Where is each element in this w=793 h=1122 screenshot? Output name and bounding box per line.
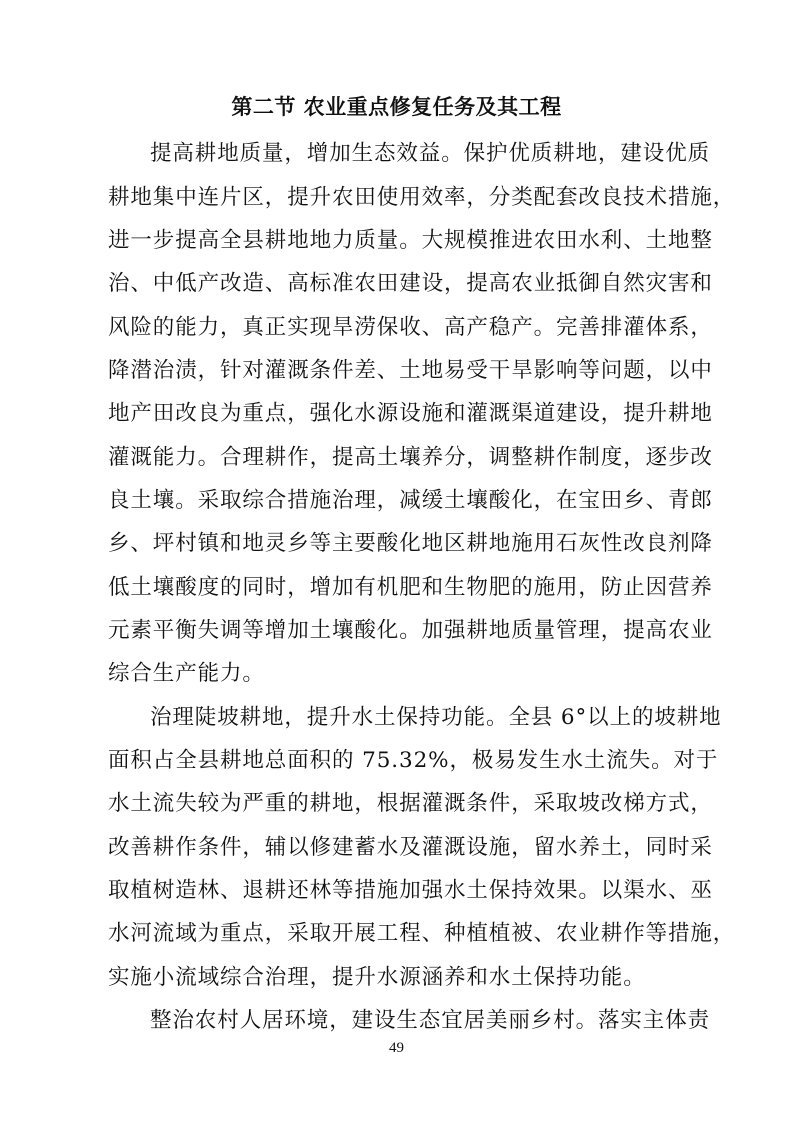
paragraph-line: 改善耕作条件，辅以修建蓄水及灌溉设施，留水养土，同时采 xyxy=(108,835,713,860)
section-title: 第二节 农业重点修复任务及其工程 xyxy=(231,95,562,119)
paragraph-line: 整治农村人居环境，建设生态宜居美丽乡村。落实主体责 xyxy=(150,1008,711,1033)
paragraph-line: 良土壤。采取综合措施治理，减缓土壤酸化，在宝田乡、青郎 xyxy=(108,488,713,513)
page-number: 49 xyxy=(389,1040,404,1056)
paragraph-line: 乡、坪村镇和地灵乡等主要酸化地区耕地施用石灰性改良剂降 xyxy=(108,531,713,556)
paragraph-line: 水土流失较为严重的耕地，根据灌溉条件，采取坡改梯方式， xyxy=(108,791,713,816)
paragraph-line: 耕地集中连片区，提升农田使用效率，分类配套改良技术措施， xyxy=(108,185,736,210)
paragraph-line: 提高耕地质量，增加生态效益。保护优质耕地，建设优质 xyxy=(150,141,711,166)
paragraph-line: 取植树造林、退耕还林等措施加强水土保持效果。以渠水、巫 xyxy=(108,878,713,903)
paragraph-line: 水河流域为重点，采取开展工程、种植植被、农业耕作等措施， xyxy=(108,921,736,946)
paragraph-line: 低土壤酸度的同时，增加有机肥和生物肥的施用，防止因营养 xyxy=(108,575,713,600)
paragraph-line: 元素平衡失调等增加土壤酸化。加强耕地质量管理，提高农业 xyxy=(108,618,713,643)
paragraph-line: 治理陡坡耕地，提升水土保持功能。全县 6°以上的坡耕地 xyxy=(150,705,722,730)
paragraph-line: 降潜治渍，针对灌溉条件差、土地易受干旱影响等问题，以中 xyxy=(108,358,713,383)
paragraph-line: 实施小流域综合治理，提升水源涵养和水土保持功能。 xyxy=(108,965,646,990)
paragraph-line: 进一步提高全县耕地地力质量。大规模推进农田水利、土地整 xyxy=(108,228,713,253)
paragraph-line: 灌溉能力。合理耕作，提高土壤养分，调整耕作制度，逐步改 xyxy=(108,445,713,470)
paragraph-line: 地产田改良为重点，强化水源设施和灌溉渠道建设，提升耕地 xyxy=(108,401,713,426)
paragraph-line: 面积占全县耕地总面积的 75.32%，极易发生水土流失。对于 xyxy=(108,748,719,773)
paragraph-line: 风险的能力，真正实现旱涝保收、高产稳产。完善排灌体系， xyxy=(108,315,713,340)
paragraph-line: 综合生产能力。 xyxy=(108,661,265,686)
paragraph-line: 治、中低产改造、高标准农田建设，提高农业抵御自然灾害和 xyxy=(108,271,713,296)
